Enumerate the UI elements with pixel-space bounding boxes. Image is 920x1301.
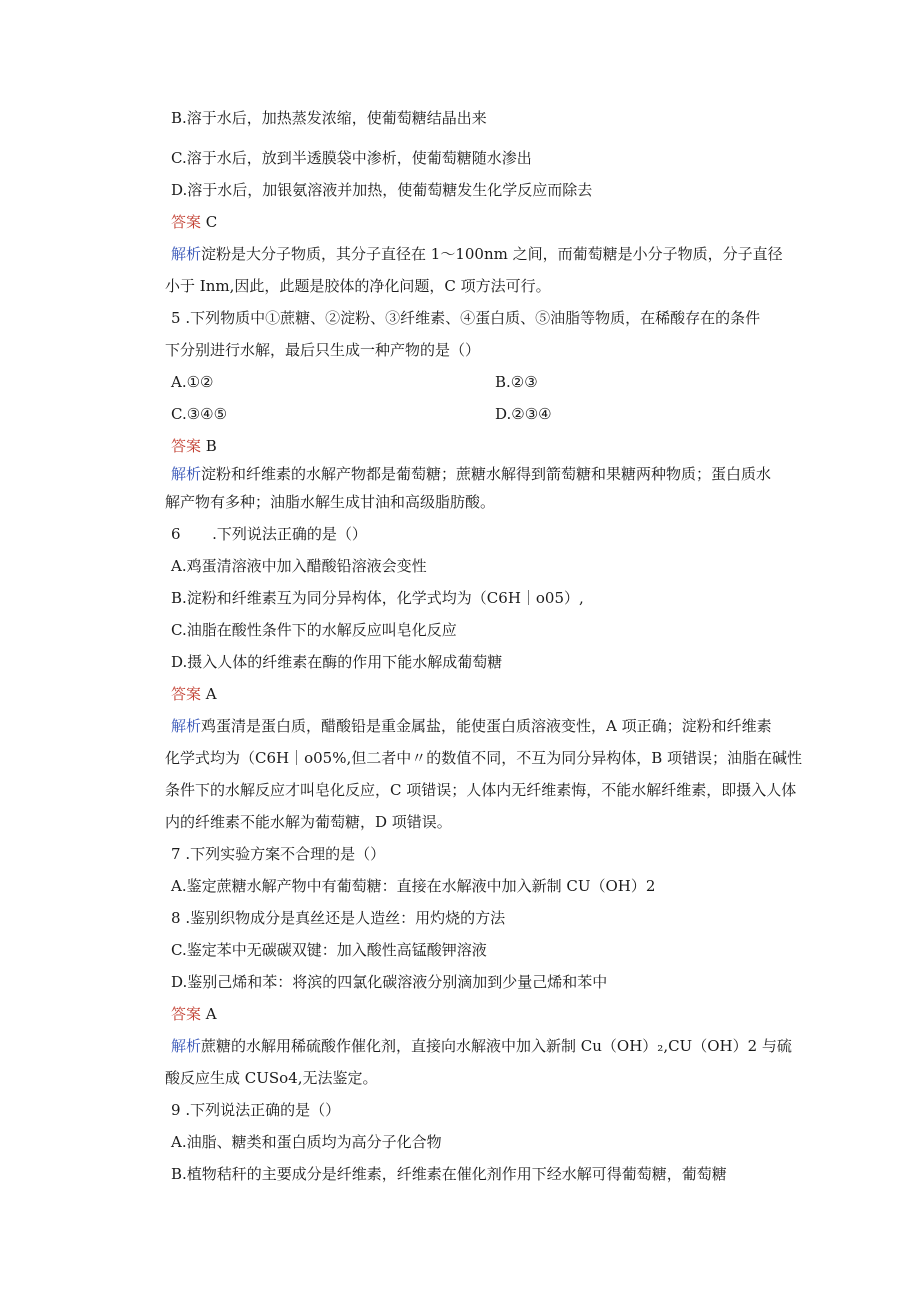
question-number: 5 bbox=[171, 309, 181, 327]
analysis-label: 解析 bbox=[171, 465, 202, 483]
analysis-text: 淀粉和纤维素的水解产物都是葡萄糖；蔗糖水解得到箭萄糖和果糖两种物质；蛋白质水 bbox=[201, 465, 772, 483]
analysis-label: 解析 bbox=[171, 717, 202, 735]
q6-analysis-line-1 bbox=[171, 716, 772, 736]
q7-option-a: A.鉴定蔗糖水解产物中有葡萄糖：直接在水解液中加入新制 CU（OH）2 bbox=[171, 877, 656, 895]
q7-stem bbox=[171, 844, 385, 864]
question-text: .下列实验方案不合理的是（） bbox=[185, 845, 386, 863]
q8-stem bbox=[171, 908, 505, 928]
answer-value: B bbox=[205, 437, 217, 455]
question-number: 7 bbox=[171, 845, 181, 863]
q4-option-b: B.溶于水后，加热蒸发浓缩，使葡萄糖结晶出来 bbox=[171, 109, 487, 127]
answer-label: 答案 bbox=[171, 437, 202, 455]
question-number: 8 bbox=[171, 909, 181, 927]
question-text: .下列说法正确的是（） bbox=[185, 1101, 341, 1119]
q6-analysis-line-3: 条件下的水解反应才叫皂化反应，C 项错误；人体内无纤维素悔，不能水解纤维素，即摄入人体 bbox=[165, 781, 797, 799]
q9-option-a: A.油脂、糖类和蛋白质均为高分子化合物 bbox=[171, 1133, 442, 1151]
analysis-text: 蔗糖的水解用稀硫酸作催化剂，直接向水解液中加入新制 Cu（OH）₂,CU（OH）2 与硫 bbox=[201, 1037, 792, 1055]
q6-answer bbox=[171, 684, 217, 704]
answer-label: 答案 bbox=[171, 685, 202, 703]
question-text: .鉴别织物成分是真丝还是人造丝：用灼烧的方法 bbox=[185, 909, 506, 927]
answer-value: A bbox=[205, 685, 217, 703]
q4-analysis-line-2: 小于 Inm,因此，此题是胶体的净化问题，C 项方法可行。 bbox=[165, 277, 551, 295]
q6-analysis-line-4: 内的纤维素不能水解为葡萄糖，D 项错误。 bbox=[165, 813, 452, 831]
question-text: .下列物质中①蔗糖、②淀粉、③纤维素、④蛋白质、⑤油脂等物质，在稀酸存在的条件 bbox=[185, 309, 761, 327]
q6-stem bbox=[171, 524, 367, 544]
q9-stem bbox=[171, 1100, 340, 1120]
q7-option-c: C.鉴定苯中无碳碳双键：加入酸性高锰酸钾溶液 bbox=[171, 941, 487, 959]
q5-stem-line-1 bbox=[171, 308, 760, 328]
analysis-text: 淀粉是大分子物质，其分子直径在 1～100nm 之间，而葡萄糖是小分子物质，分子直径 bbox=[201, 245, 783, 263]
question-number: 9 bbox=[171, 1101, 181, 1119]
question-text: .下列说法正确的是（） bbox=[212, 525, 367, 543]
q5-analysis-line-2: 解产物有多种；油脂水解生成甘油和高级脂肪酸。 bbox=[165, 493, 496, 511]
q4-analysis-line-1 bbox=[171, 244, 783, 264]
q6-option-b: B.淀粉和纤维素互为同分异构体，化学式均为（C6H｜o05）, bbox=[171, 589, 584, 607]
analysis-label: 解析 bbox=[171, 1037, 202, 1055]
question-number: 6 bbox=[171, 525, 181, 543]
answer-label: 答案 bbox=[171, 1005, 202, 1023]
q5-answer bbox=[171, 436, 217, 456]
q5-stem-line-2: 下分别进行水解，最后只生成一种产物的是（） bbox=[165, 341, 481, 359]
q7-analysis-line-1 bbox=[171, 1036, 792, 1056]
answer-value: C bbox=[205, 213, 218, 231]
q5-option-c: C.③④⑤ bbox=[171, 405, 228, 423]
q7-answer bbox=[171, 1004, 217, 1024]
q6-option-c: C.油脂在酸性条件下的水解反应叫皂化反应 bbox=[171, 621, 457, 639]
q7-option-d: D.鉴别己烯和苯：将滨的四氯化碳溶液分别滴加到少量己烯和苯中 bbox=[171, 973, 608, 991]
answer-value: A bbox=[205, 1005, 217, 1023]
analysis-text: 鸡蛋清是蛋白质，醋酸铅是重金属盐，能使蛋白质溶液变性，A 项正确；淀粉和纤维素 bbox=[201, 717, 772, 735]
q5-option-d: D.②③④ bbox=[495, 405, 552, 423]
q4-option-d: D.溶于水后，加银氨溶液并加热，使葡萄糖发生化学反应而除去 bbox=[171, 181, 593, 199]
answer-label: 答案 bbox=[171, 213, 202, 231]
q6-option-a: A.鸡蛋清溶液中加入醋酸铅溶液会变性 bbox=[171, 557, 427, 575]
q4-answer bbox=[171, 212, 217, 232]
q6-analysis-line-2: 化学式均为（C6H｜o05%,但二者中〃的数值不同，不互为同分异构体，B 项错误；油脂在碱性 bbox=[165, 749, 803, 767]
q9-option-b: B.植物秸秆的主要成分是纤维素，纤维素在催化剂作用下经水解可得葡萄糖，葡萄糖 bbox=[171, 1165, 727, 1183]
q4-option-c: C.溶于水后，放到半透膜袋中渗析，使葡萄糖随水渗出 bbox=[171, 149, 532, 167]
q5-option-a: A.①② bbox=[171, 373, 214, 391]
q5-option-b: B.②③ bbox=[495, 373, 538, 391]
analysis-label: 解析 bbox=[171, 245, 202, 263]
q5-analysis-line-1 bbox=[171, 464, 771, 484]
q7-analysis-line-2: 酸反应生成 CUSo4,无法鉴定。 bbox=[165, 1069, 378, 1087]
q6-option-d: D.摄入人体的纤维素在酶的作用下能水解成葡萄糖 bbox=[171, 653, 503, 671]
